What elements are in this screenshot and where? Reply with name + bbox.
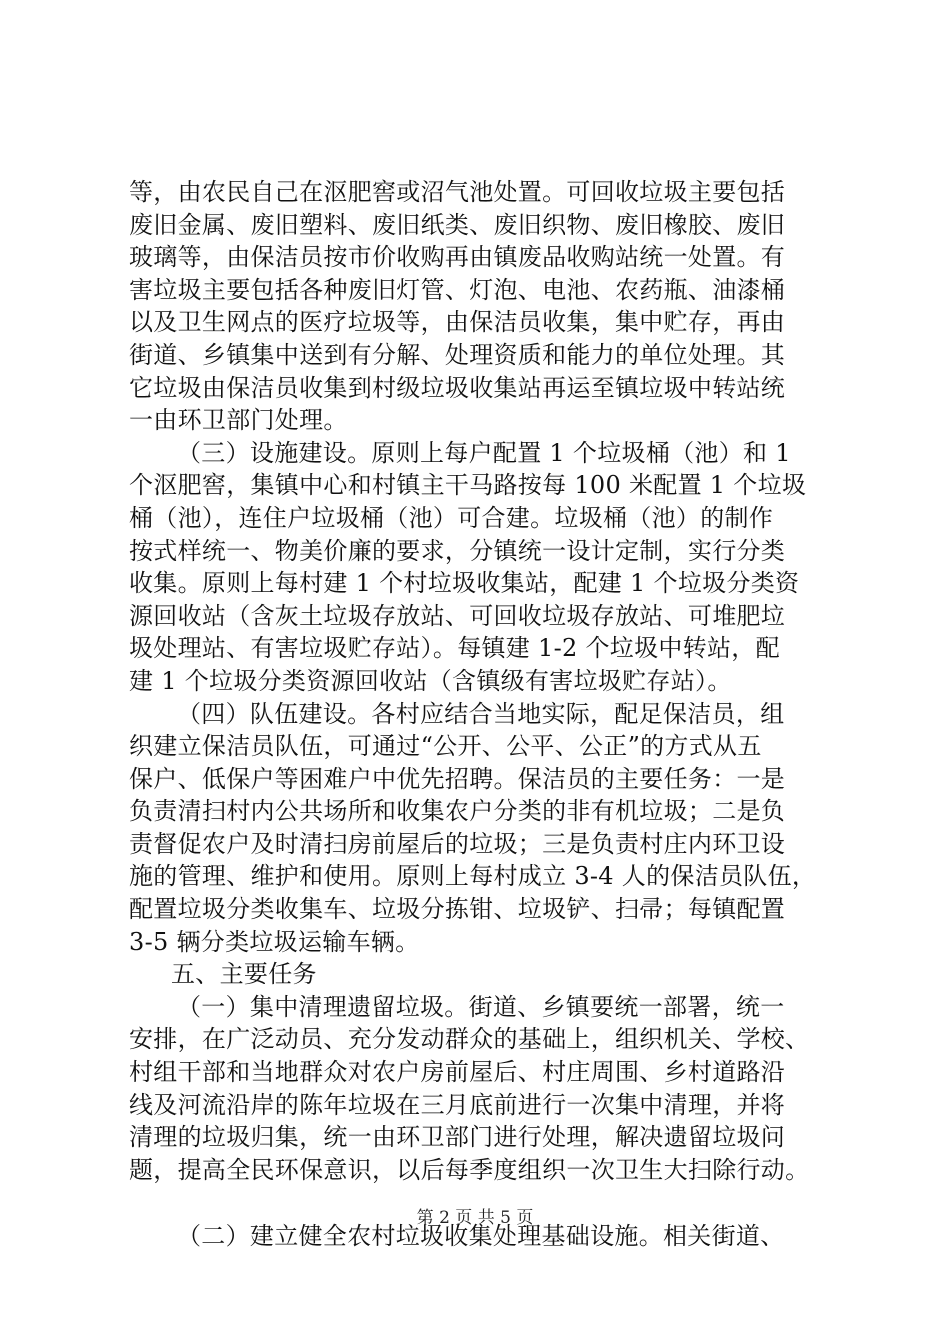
text-line: 收集。原则上每村建 1 个村垃圾收集站，配建 1 个垃圾分类资 — [129, 569, 800, 598]
text-line: 配置垃圾分类收集车、垃圾分拣钳、垃圾铲、扫帚；每镇配置 — [129, 895, 786, 924]
text-line: 按式样统一、物美价廉的要求，分镇统一设计定制，实行分类 — [129, 536, 786, 565]
document-body — [129, 176, 834, 1253]
paragraph-heading-1: （一）集中清理遗留垃圾。街道、乡镇要统一部署，统一 — [177, 992, 785, 1021]
text-line: 保户、低保户等困难户中优先招聘。保洁员的主要任务：一是 — [129, 764, 786, 793]
text-line: 3-5 辆分类垃圾运输车辆。 — [129, 927, 420, 956]
text-line: 一由环卫部门处理。 — [129, 406, 348, 435]
text-line: 村组干部和当地群众对农户房前屋后、村庄周围、乡村道路沿 — [129, 1058, 786, 1087]
text-line: 它垃圾由保洁员收集到村级垃圾收集站再运至镇垃圾中转站统 — [129, 373, 786, 402]
text-line: 责督促农户及时清扫房前屋后的垃圾；三是负责村庄内环卫设 — [129, 829, 786, 858]
text-line: 玻璃等，由保洁员按市价收购再由镇废品收购站统一处置。有 — [129, 243, 786, 272]
text-line: 安排，在广泛动员、充分发动群众的基础上，组织机关、学校、 — [129, 1025, 810, 1054]
paragraph-heading-3: （三）设施建设。原则上每户配置 1 个垃圾桶（池）和 1 — [177, 438, 791, 467]
text-line: 织建立保洁员队伍，可通过“公开、公平、公正”的方式从五 — [129, 732, 762, 761]
text-line: 清理的垃圾归集，统一由环卫部门进行处理，解决遗留垃圾问 — [129, 1123, 786, 1152]
text-line: 建 1 个垃圾分类资源回收站（含镇级有害垃圾贮存站）。 — [129, 666, 732, 695]
text-line: 街道、乡镇集中送到有分解、处理资质和能力的单位处理。其 — [129, 340, 786, 369]
page-number-footer: 第 2 页 共 5 页 — [416, 1208, 534, 1228]
text-line: 以及卫生网点的医疗垃圾等，由保洁员收集，集中贮存，再由 — [129, 308, 786, 337]
text-line: 线及河流沿岸的陈年垃圾在三月底前进行一次集中清理，并将 — [129, 1090, 786, 1119]
text-line: 源回收站（含灰土垃圾存放站、可回收垃圾存放站、可堆肥垃 — [129, 601, 786, 630]
text-line: 桶（池），连住户垃圾桶（池）可合建。垃圾桶（池）的制作 — [129, 503, 774, 532]
paragraph-heading-4: （四）队伍建设。各村应结合当地实际，配足保洁员，组 — [177, 699, 785, 728]
text-line: 施的管理、维护和使用。原则上每村成立 3-4 人的保洁员队伍， — [129, 862, 817, 891]
text-line: 害垃圾主要包括各种废旧灯管、灯泡、电池、农药瓶、油漆桶 — [129, 275, 786, 304]
text-line: 废旧金属、废旧塑料、废旧纸类、废旧织物、废旧橡胶、废旧 — [129, 210, 786, 239]
text-line: 题，提高全民环保意识，以后每季度组织一次卫生大扫除行动。 — [129, 1155, 810, 1184]
text-line: 负责清扫村内公共场所和收集农户分类的非有机垃圾；二是负 — [129, 797, 786, 826]
paragraph-heading-2: （二）建立健全农村垃圾收集处理基础设施。相关街道、 — [177, 1222, 785, 1251]
text-line: 个沤肥窖，集镇中心和村镇主干马路按每 100 米配置 1 个垃圾 — [129, 471, 807, 500]
section-heading: 五、主要任务 — [171, 960, 317, 989]
text-line: 等，由农民自己在沤肥窖或沼气池处置。可回收垃圾主要包括 — [129, 178, 786, 206]
text-line: 圾处理站、有害垃圾贮存站）。每镇建 1-2 个垃圾中转站，配 — [129, 634, 780, 663]
